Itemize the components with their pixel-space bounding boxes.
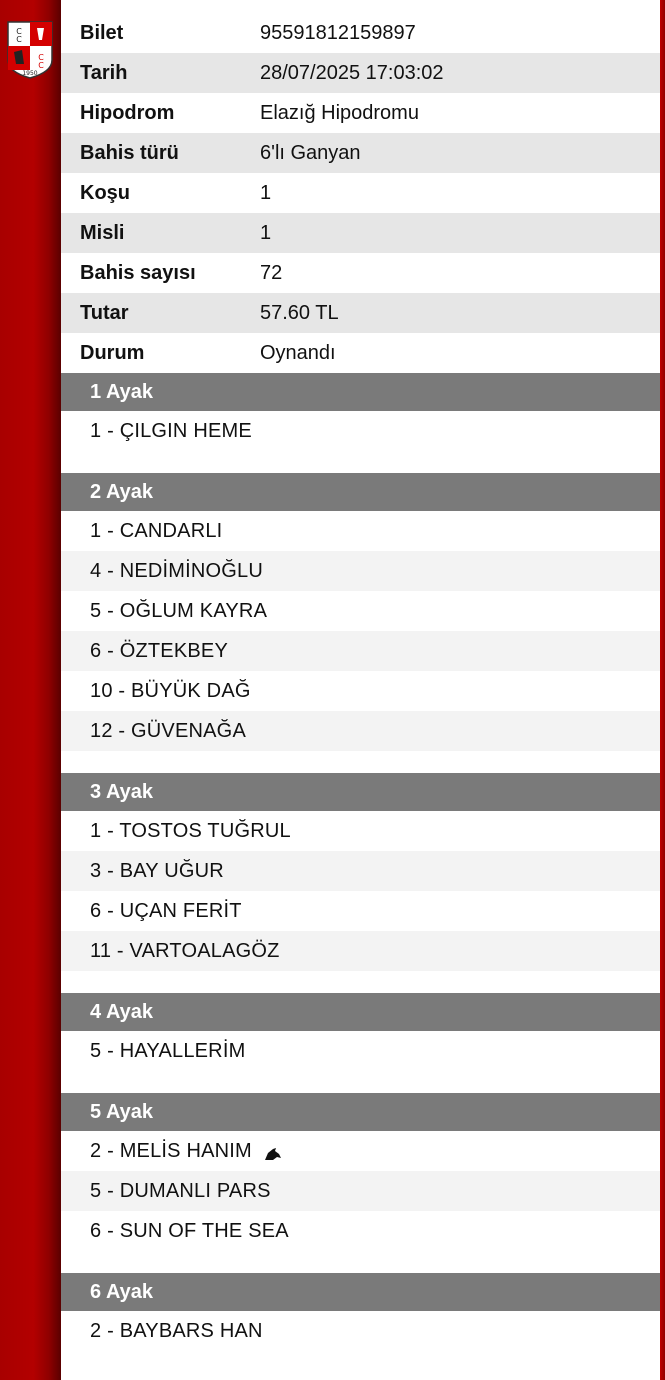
info-value: Elazığ Hipodromu [260, 101, 419, 124]
ticket-detail [61, 13, 660, 1373]
leg-horse-list [61, 511, 660, 773]
horse-name: 2 - BAYBARS HAN [90, 1319, 263, 1342]
info-label: Koşu [80, 181, 130, 204]
horse-row [61, 1131, 660, 1171]
leg-horse-list [61, 1131, 660, 1273]
info-value: 1 [260, 221, 272, 244]
horse-name: 6 - SUN OF THE SEA [90, 1219, 289, 1242]
svg-text:C: C [16, 35, 22, 44]
leg-header: 3 Ayak [61, 773, 660, 811]
info-label: Tarih [80, 61, 128, 84]
svg-text:C: C [16, 27, 22, 36]
info-value: 1 [260, 181, 272, 204]
info-row-ko-u [61, 173, 660, 213]
info-row-tutar [61, 293, 660, 333]
legs-list [61, 373, 660, 1373]
horse-name: 10 - BÜYÜK DAĞ [90, 679, 251, 702]
info-row-bahis-t-r [61, 133, 660, 173]
leg-header: 4 Ayak [61, 993, 660, 1031]
horse-row [61, 811, 660, 851]
horse-row [61, 1211, 660, 1251]
horse-row [61, 631, 660, 671]
horse-row [61, 931, 660, 971]
info-label: Bahis sayısı [80, 261, 196, 284]
info-label: Durum [80, 341, 145, 364]
info-label: Hipodrom [80, 101, 175, 124]
info-label: Bahis türü [80, 141, 179, 164]
leg-header: 5 Ayak [61, 1093, 660, 1131]
horse-name: 12 - GÜVENAĞA [90, 719, 246, 742]
horse-row [61, 591, 660, 631]
info-value: 72 [260, 261, 283, 284]
info-label: Tutar [80, 301, 129, 324]
info-value: 57.60 TL [260, 301, 339, 324]
info-value: Oynandı [260, 341, 336, 364]
horse-name: 5 - DUMANLI PARS [90, 1179, 271, 1202]
leg-header: 2 Ayak [61, 473, 660, 511]
leg-horse-list [61, 411, 660, 473]
svg-text:C: C [38, 53, 44, 62]
horse-row [61, 511, 660, 551]
horse-name: 1 - ÇILGIN HEME [90, 419, 252, 442]
ticket-info-table [61, 13, 660, 373]
info-row-tarih [61, 53, 660, 93]
horse-name: 1 - TOSTOS TUĞRUL [90, 819, 291, 842]
info-row-bilet [61, 13, 660, 53]
horse-name: 2 - MELİS HANIM [90, 1139, 252, 1162]
leg-horse-list [61, 811, 660, 993]
info-row-bahis-say-s [61, 253, 660, 293]
horse-row [61, 551, 660, 591]
horse-head-icon [264, 1144, 282, 1158]
horse-row [61, 1031, 660, 1071]
info-value: 6'lı Ganyan [260, 141, 361, 164]
info-label: Misli [80, 221, 125, 244]
info-value: 28/07/2025 17:03:02 [260, 61, 444, 84]
horse-name: 1 - CANDARLI [90, 519, 223, 542]
horse-name: 5 - HAYALLERİM [90, 1039, 246, 1062]
info-label: Bilet [80, 21, 124, 44]
right-brand-bar [660, 0, 665, 1380]
leg-horse-list [61, 1311, 660, 1373]
horse-row [61, 1311, 660, 1351]
club-logo [6, 20, 54, 80]
horse-name: 4 - NEDİMİNOĞLU [90, 559, 264, 582]
horse-name: 6 - ÖZTEKBEY [90, 639, 228, 662]
leg-header: 1 Ayak [61, 373, 660, 411]
horse-name: 6 - UÇAN FERİT [90, 899, 242, 922]
horse-name: 11 - VARTOALAGÖZ [90, 939, 280, 962]
info-row-misli [61, 213, 660, 253]
horse-name: 5 - OĞLUM KAYRA [90, 599, 268, 622]
horse-row [61, 711, 660, 751]
horse-row [61, 1171, 660, 1211]
horse-name: 3 - BAY UĞUR [90, 859, 224, 882]
info-value: 95591812159897 [260, 21, 416, 44]
left-brand-bar [0, 0, 61, 1380]
leg-horse-list [61, 1031, 660, 1093]
info-row-durum [61, 333, 660, 373]
horse-row [61, 851, 660, 891]
svg-text:C: C [38, 61, 44, 70]
leg-header: 6 Ayak [61, 1273, 660, 1311]
horse-row [61, 671, 660, 711]
horse-row [61, 411, 660, 451]
info-row-hipodrom [61, 93, 660, 133]
horse-row [61, 891, 660, 931]
svg-text:1950: 1950 [22, 70, 38, 77]
